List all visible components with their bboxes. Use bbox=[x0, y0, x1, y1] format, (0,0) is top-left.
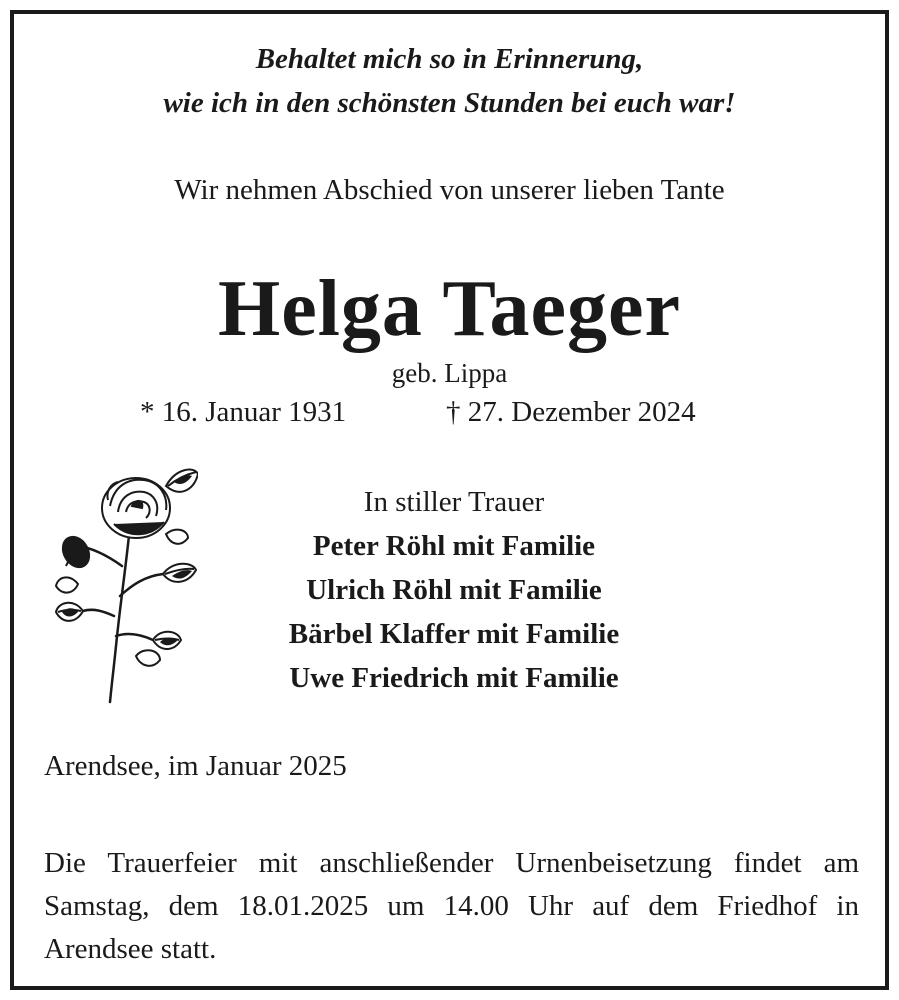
funeral-notice: Die Trauerfeier mit anschließender Urnenbeisetzung findet am Samstag, dem 18.01.2025 um 14.00 Uhr auf dem Friedhof in Arendsee statt. bbox=[44, 847, 859, 965]
intro-text: Wir nehmen Abschied von unserer lieben Tante bbox=[174, 174, 725, 206]
family-entry: Uwe Friedrich mit Familie bbox=[289, 662, 619, 694]
deceased-name: Helga Taeger bbox=[217, 265, 682, 353]
birth-date: * 16. Januar 1931 bbox=[140, 396, 347, 428]
death-date: † 27. Dezember 2024 bbox=[446, 396, 696, 428]
place-and-date: Arendsee, im Januar 2025 bbox=[44, 750, 347, 782]
rose-icon bbox=[48, 456, 198, 706]
obituary-notice bbox=[10, 10, 889, 990]
maiden-name: geb. Lippa bbox=[391, 358, 508, 388]
mourners-section bbox=[214, 486, 694, 706]
motto-line-2: wie ich in den schönsten Stunden bei euch war! bbox=[163, 87, 736, 119]
family-entry: Ulrich Röhl mit Familie bbox=[306, 574, 602, 606]
mourning-intro: In stiller Trauer bbox=[363, 486, 545, 518]
motto-line-1: Behaltet mich so in Erinnerung, bbox=[255, 43, 644, 75]
family-entry: Peter Röhl mit Familie bbox=[312, 530, 596, 562]
family-entry: Bärbel Klaffer mit Familie bbox=[288, 618, 620, 650]
